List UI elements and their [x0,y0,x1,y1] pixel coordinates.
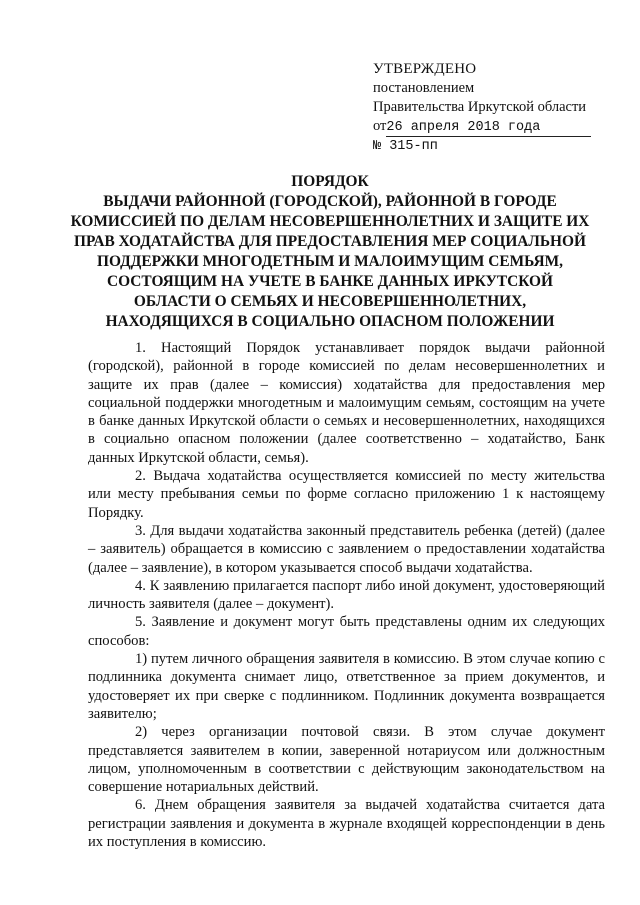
paragraph-5-2: 2) через организации почтовой связи. В этом случае документ представляется заявителем в копии, заверенной нотариусом или должностным лицом, уполномоченным в соответствии с действующим законодательством на совершение нотариальных действий. [88,724,605,796]
paragraph-2: 2. Выдача ходатайства осуществляется комиссией по месту жительства или месту пребывания семьи по форме согласно приложению 1 к настоящему Порядку. [88,468,605,521]
approval-number: № 315-пп [373,139,438,154]
title-line: ОБЛАСТИ О СЕМЬЯХ И НЕСОВЕРШЕННОЛЕТНИХ, [133,293,527,310]
title-line: СОСТОЯЩИМ НА УЧЕТЕ В БАНКЕ ДАННЫХ ИРКУТСКОЙ [107,273,553,290]
title-line: ПРАВ ХОДАТАЙСТВА ДЛЯ ПРЕДОСТАВЛЕНИЯ МЕР СОЦИАЛЬНОЙ [74,233,586,250]
approval-stamp [373,60,613,156]
paragraph-6: 6. Днем обращения заявителя за выдачей ходатайства считается дата регистрации заявления и документа в журнале входящей корреспонденции в день их поступления в комиссию. [88,797,605,851]
approval-line-government: Правительства Иркутской области [373,99,587,115]
approval-date-prefix: от [373,118,387,134]
paragraph-4: 4. К заявлению прилагается паспорт либо иной документ, удостоверяющий личность заявителя (далее – документ). [88,577,605,613]
paragraph-5: 5. Заявление и документ могут быть представлены одним их следующих способов: [88,614,605,649]
paragraph-1: 1. Настоящий Порядок устанавливает порядок выдачи районной (городской), районной в городе комиссией по делам несовершеннолетних и защите их прав (далее – комиссия) ходатайства для предоставления мер социальной поддержки многодетным и малоимущим семьям, состоящим на учете в банке данных Иркутской области о семьях и несовершеннолетних, находящихся в социально опасном положении (далее соответственно – ходатайство, Банк данных Иркутской области, семья). [88,340,605,466]
title-line: ПОДДЕРЖКИ МНОГОДЕТНЫМ И МАЛОИМУЩИМ СЕМЬЯМ, [96,253,564,270]
title-line: НАХОДЯЩИХСЯ В СОЦИАЛЬНО ОПАСНОМ ПОЛОЖЕНИИ [105,313,555,330]
approval-date-line [373,117,613,137]
approval-heading: УТВЕРЖДЕНО [373,61,477,77]
approval-line-resolution: постановлением [373,80,475,96]
document-body [88,339,605,851]
approval-date: 26 апреля 2018 года [386,120,541,135]
title-line: КОМИССИЕЙ ПО ДЕЛАМ НЕСОВЕРШЕННОЛЕТНИХ И ЗАЩИТЕ ИХ [70,213,590,230]
paragraph-3: 3. Для выдачи ходатайства законный представитель ребенка (детей) (далее – заявитель) обращается в комиссию с заявлением о предоставлении ходатайства (далее – заявление), в котором указывается способ выдачи ходатайства. [88,522,605,576]
title-line: ПОРЯДОК [291,173,369,190]
paragraph-5-1: 1) путем личного обращения заявителя в комиссию. В этом случае копию с подлинника документа снимает лицо, ответственное за прием документов, и удостоверяет их при сверке с подлинником. Подлинник документа возвращается заявителю; [88,651,605,722]
title-line: ВЫДАЧИ РАЙОННОЙ (ГОРОДСКОЙ), РАЙОННОЙ В ГОРОДЕ [103,193,557,210]
document-title [60,172,600,332]
